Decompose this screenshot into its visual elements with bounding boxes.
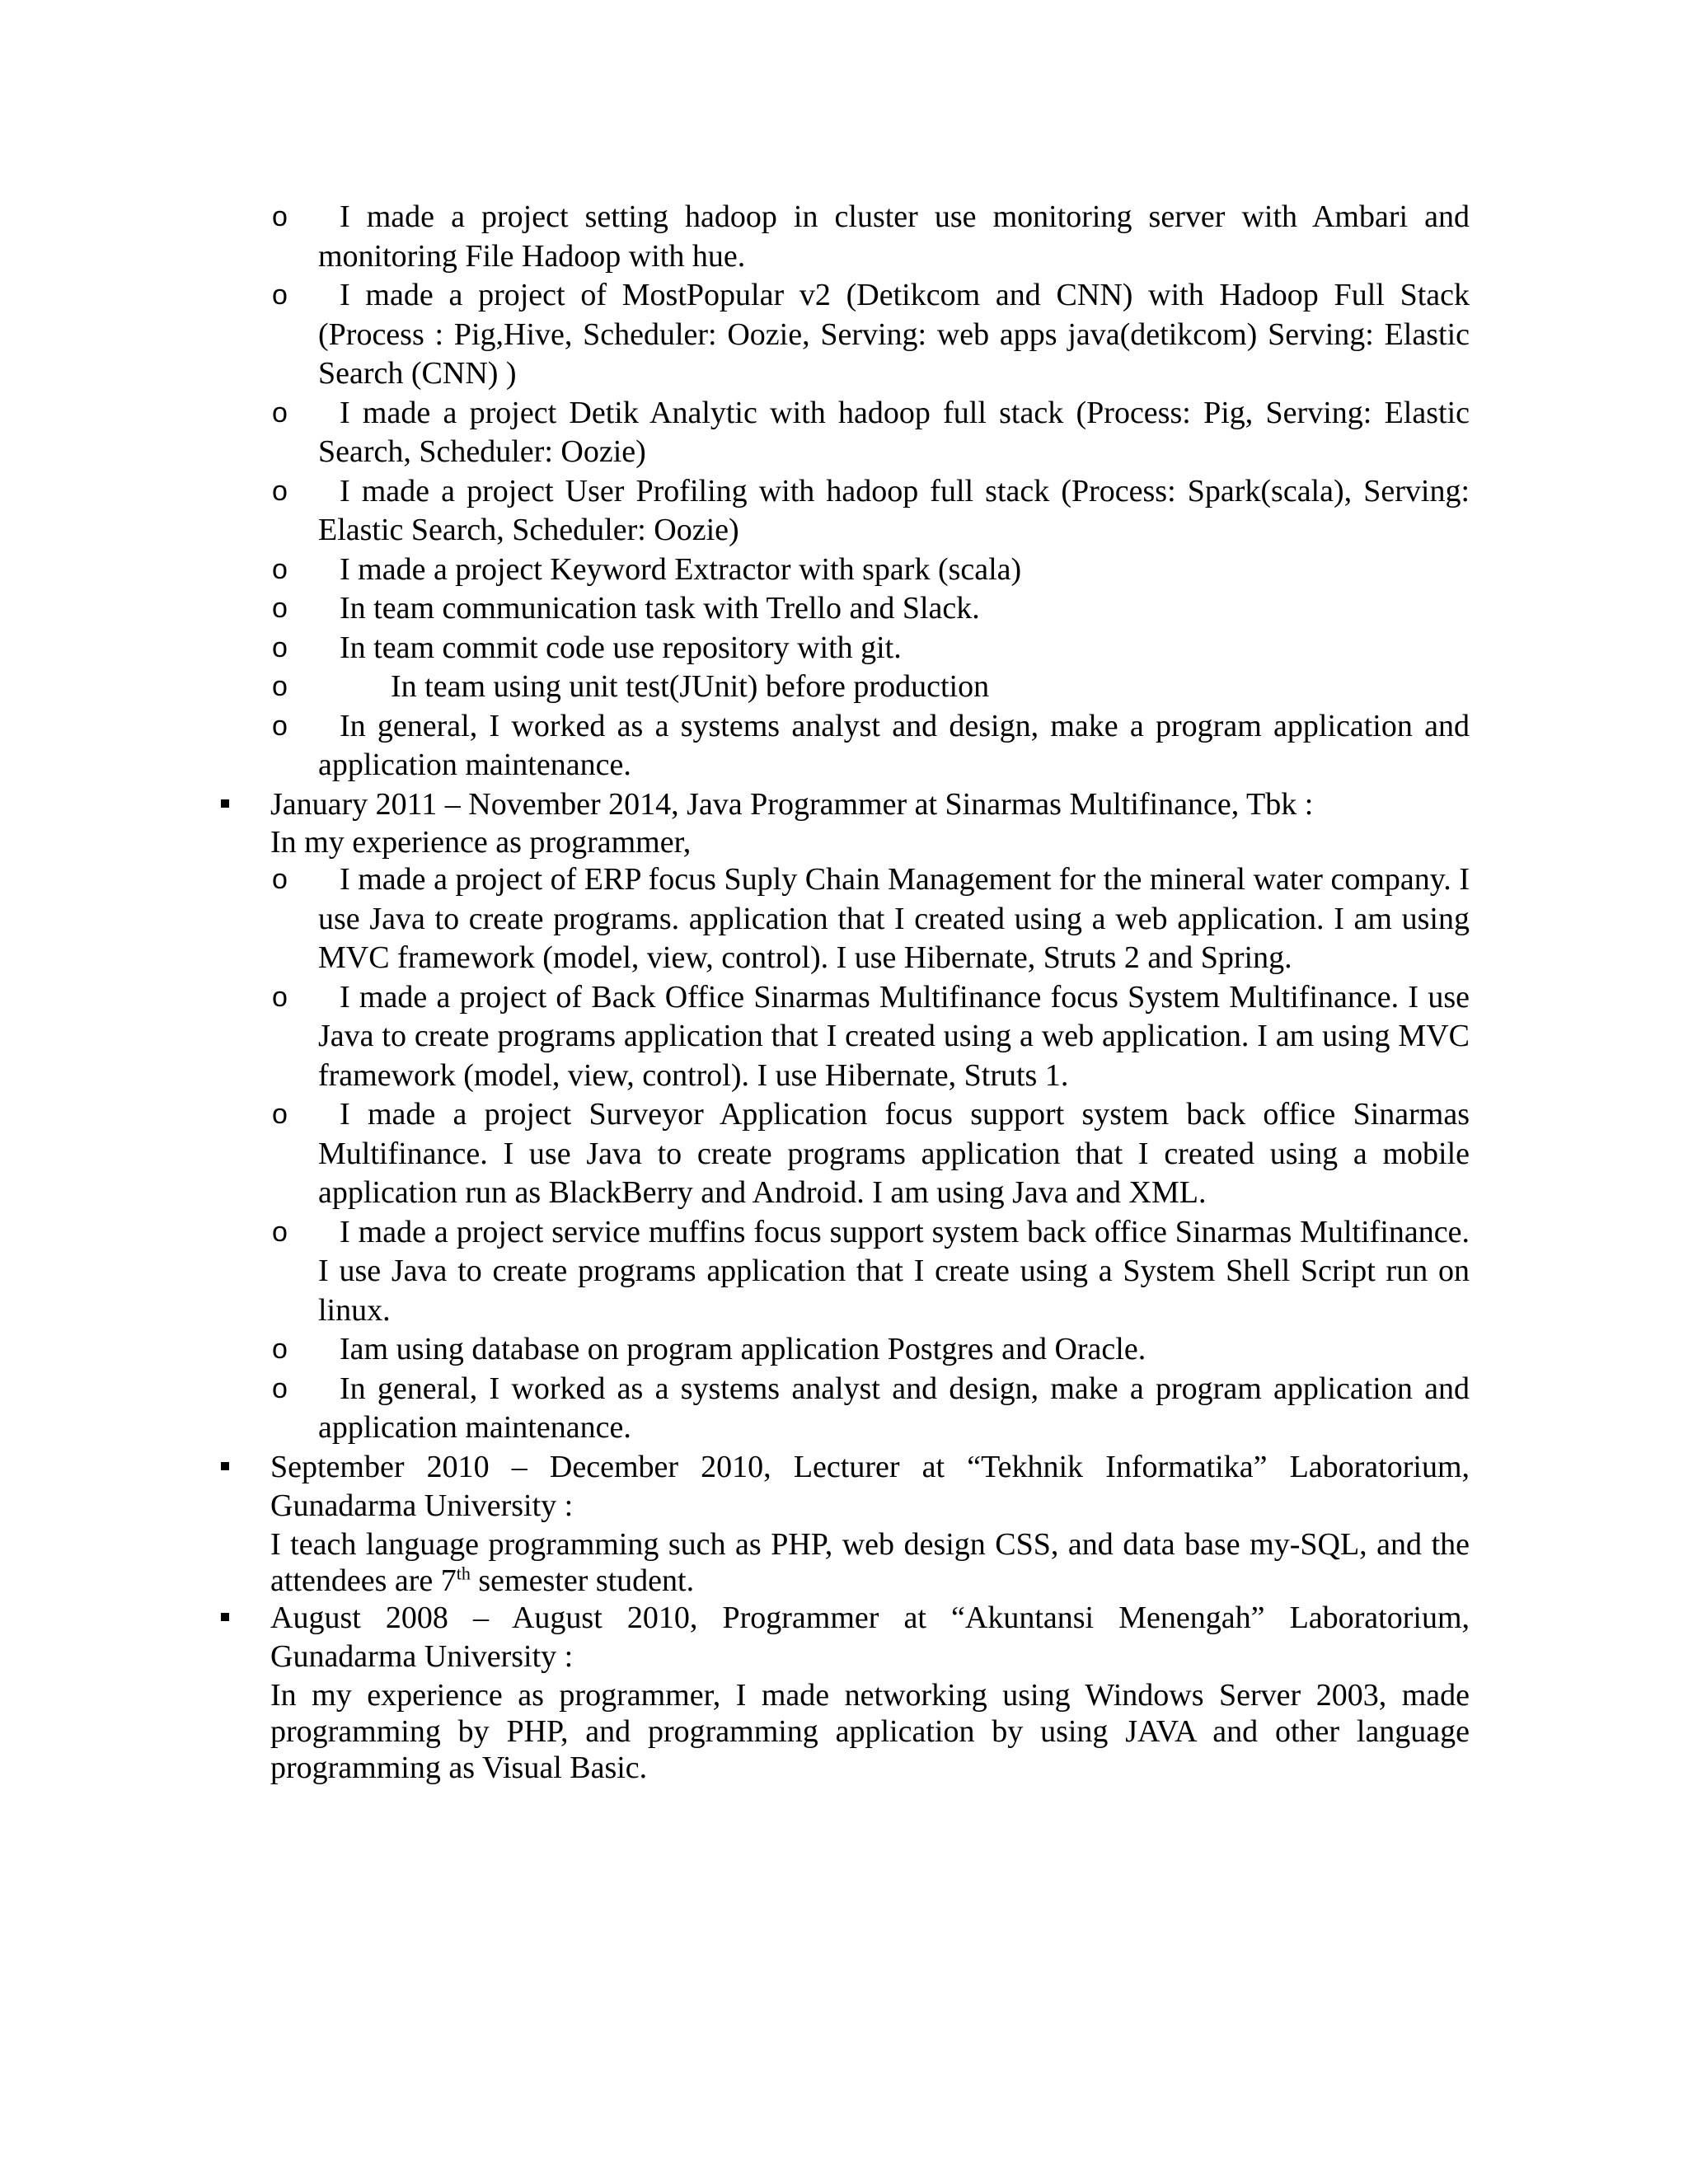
list-item: o I made a project of ERP focus Suply Chain Management for the mineral water company. I use Java to create programs. application that I created using a web application. I am using MVC framework (model, view, control). I use Hibernate, Struts 2 and Spring.	[272, 862, 1470, 975]
circle-bullet-icon: o	[272, 671, 288, 702]
job-intro: In my experience as programmer,	[270, 825, 692, 860]
list-item: o In general, I worked as a systems analyst and design, make a program application and application maintenance.	[272, 1371, 1470, 1445]
job-description: I teach language programming such as PHP, web design CSS, and data base my-SQL, and the attendees are 7th semester student.	[270, 1526, 1470, 1598]
list-item: o I made a project Surveyor Application focus support system back office Sinarmas Multifinance. I use Java to create programs application that I created using a mobile application run as BlackBerry and Android. I am using Java and XML.	[272, 1097, 1470, 1210]
list-item: o I made a project of MostPopular v2 (Detikcom and CNN) with Hadoop Full Stack (Process : Pig,Hive, Scheduler: Oozie, Serving: web apps java(detikcom) Serving: Elastic Search (CNN) )	[272, 278, 1470, 391]
list-item: o I made a project Keyword Extractor with spark (scala)	[221, 551, 1470, 590]
circle-bullet-icon: o	[272, 1216, 288, 1248]
list-item: o Iam using database on program application Postgres and Oracle.	[221, 1330, 1470, 1370]
list-item: o I made a project User Profiling with hadoop full stack (Process: Spark(scala), Serving: Elastic Search, Scheduler: Oozie)	[272, 473, 1470, 547]
square-bullet-icon	[221, 1462, 229, 1470]
experience-section	[221, 198, 1470, 1786]
circle-bullet-icon: o	[272, 553, 288, 585]
job-heading: January 2011 – November 2014, Java Programmer at Sinarmas Multifinance, Tbk :	[270, 786, 1314, 822]
list-item: o In team commit code use repository with git.	[221, 629, 1470, 668]
list-item: o I made a project setting hadoop in cluster use monitoring server with Ambari and monitoring File Hadoop with hue.	[272, 199, 1470, 274]
circle-bullet-icon: o	[272, 396, 288, 429]
list-item: o I made a project service muffins focus support system back office Sinarmas Multifinance. I use Java to create programs application that I create using a System Shell Script run on linux.	[272, 1214, 1470, 1328]
circle-bullet-icon: o	[272, 1372, 288, 1404]
square-bullet-icon	[221, 799, 229, 808]
list-item: o In general, I worked as a systems analyst and design, make a program application and application maintenance.	[272, 708, 1470, 782]
job-entry-lecturer	[221, 1448, 1470, 1526]
job-heading: August 2008 – August 2010, Programmer at “Akuntansi Menengah” Laboratorium, Gunadarma University :	[270, 1600, 1470, 1674]
job-description: In my experience as programmer, I made networking using Windows Server 2003, made programming by PHP, and programming application by using JAVA and other language programming as Visual Basic.	[270, 1677, 1470, 1785]
circle-bullet-icon: o	[272, 593, 288, 624]
circle-bullet-icon: o	[272, 279, 288, 311]
list-item: o In team using unit test(JUnit) before production	[221, 668, 1470, 707]
circle-bullet-icon: o	[272, 1333, 288, 1365]
list-item: o In team communication task with Trello and Slack.	[221, 589, 1470, 629]
circle-bullet-icon: o	[272, 981, 288, 1013]
circle-bullet-icon: o	[272, 475, 288, 507]
list-item: o I made a project of Back Office Sinarmas Multifinance focus System Multifinance. I use Java to create programs application that I created using a web application. I am using MVC framework (model, view, control). I use Hibernate, Struts 1.	[272, 979, 1470, 1093]
circle-bullet-icon: o	[272, 201, 288, 232]
circle-bullet-icon: o	[272, 631, 288, 663]
circle-bullet-icon: o	[272, 864, 288, 895]
list-item: o I made a project Detik Analytic with hadoop full stack (Process: Pig, Serving: Elastic Search, Scheduler: Oozie)	[272, 395, 1470, 469]
job-entry-sinarmas	[221, 785, 1470, 825]
circle-bullet-icon: o	[272, 1099, 288, 1130]
job-entry-programmer	[221, 1599, 1470, 1677]
square-bullet-icon	[221, 1613, 229, 1621]
circle-bullet-icon: o	[272, 710, 288, 742]
job-heading: September 2010 – December 2010, Lecturer at “Tekhnik Informatika” Laboratorium, Gunadarma University :	[270, 1449, 1470, 1523]
